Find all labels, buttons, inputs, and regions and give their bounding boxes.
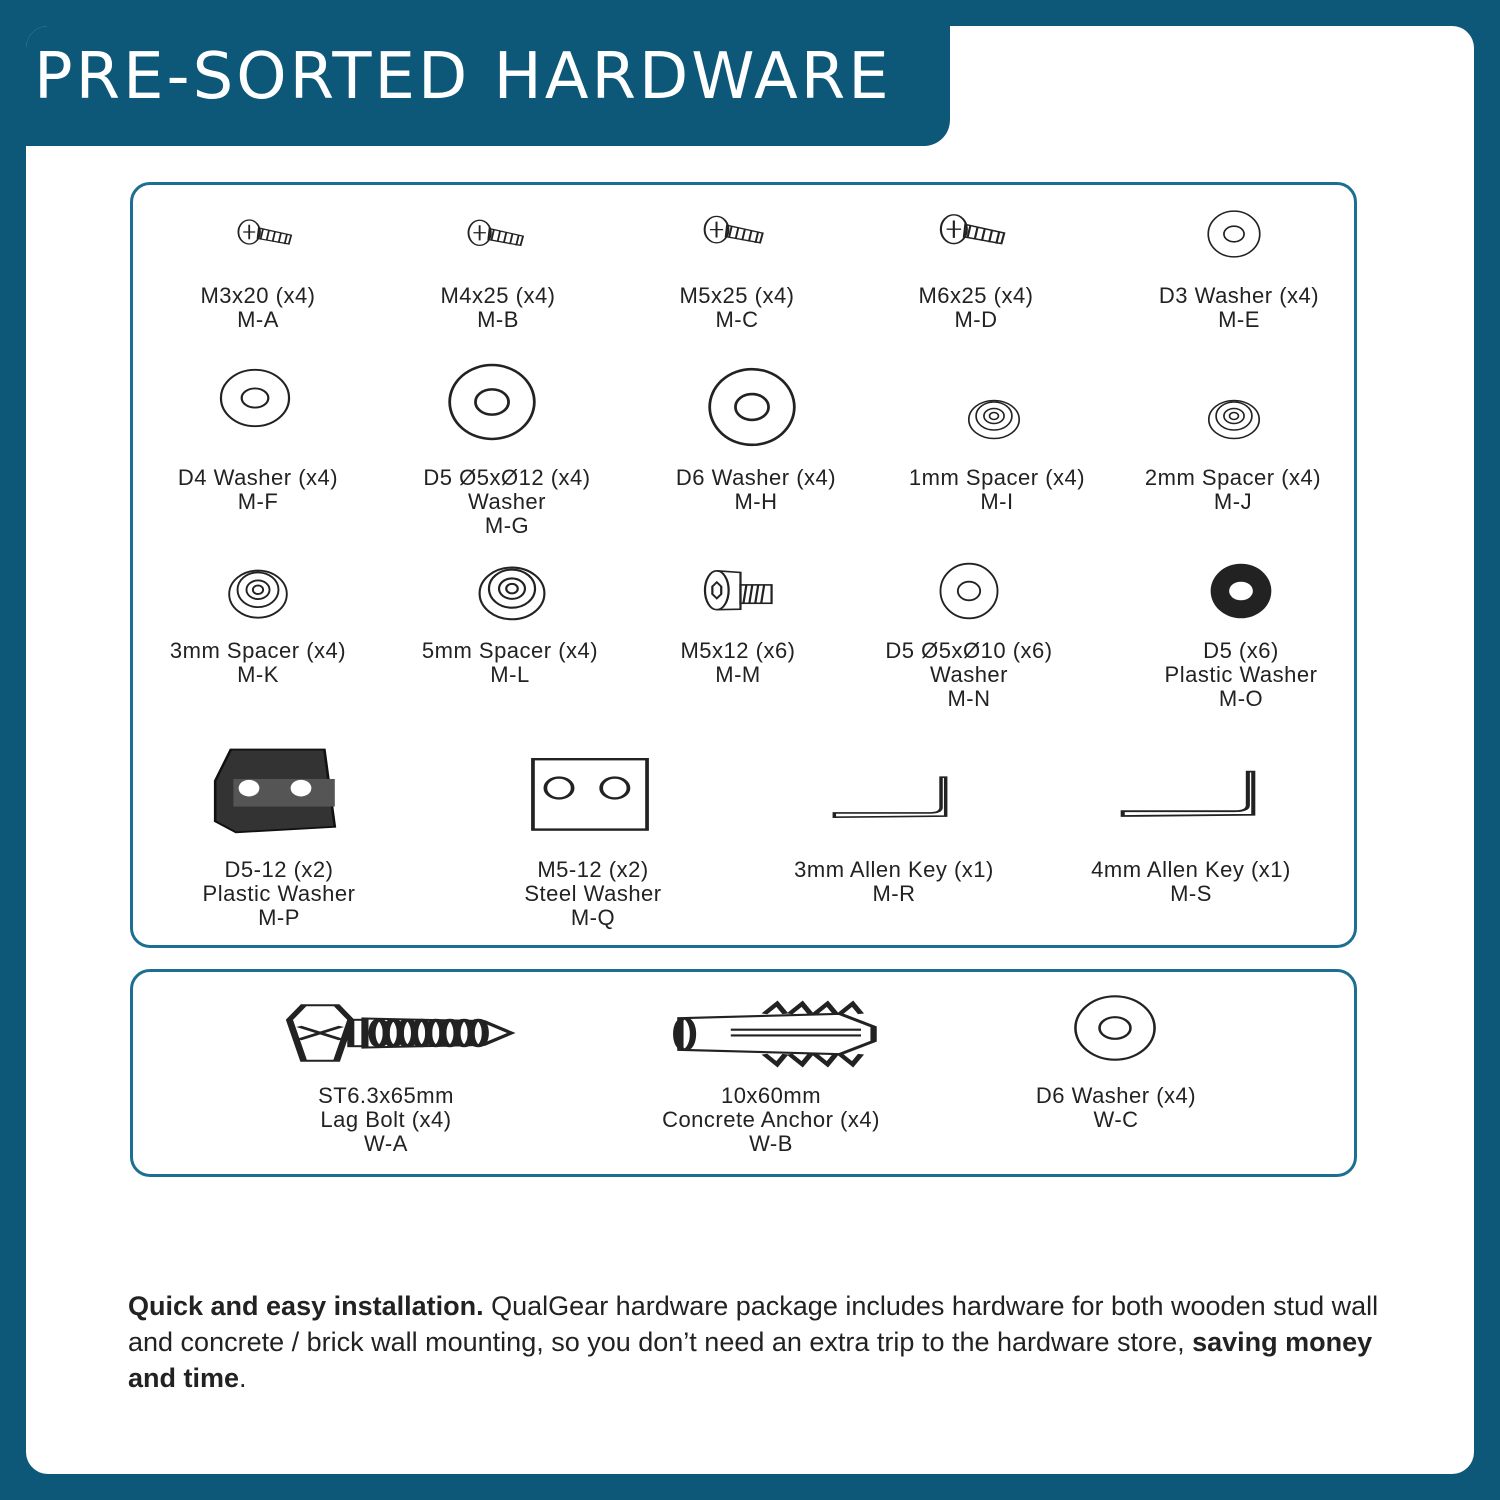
hardware-label-line: M6x25 (x4): [918, 283, 1034, 308]
page-title: PRE-SORTED HARDWARE: [34, 40, 892, 114]
description: [128, 1288, 1388, 1396]
hardware-label-line: M4x25 (x4): [440, 283, 556, 308]
title-banner: [26, 26, 950, 146]
hardware-label: [676, 466, 836, 514]
hardware-label-line: D4 Washer (x4): [177, 465, 339, 490]
hardware-label-line: M5x12 (x6): [680, 638, 796, 663]
hardware-label-line: Plastic Washer: [202, 881, 356, 906]
content-card: [26, 26, 1474, 1474]
screw-icon: [938, 210, 1010, 263]
hardware-label-line: 5mm Spacer (x4): [421, 638, 599, 663]
hardware-label-line: M-C: [715, 307, 759, 332]
hardware-label: [1165, 639, 1318, 711]
hardware-label: [203, 858, 356, 930]
hardware-label-line: M-G: [484, 513, 530, 538]
hardware-label-line: W-B: [749, 1131, 793, 1156]
hardware-label: [440, 284, 555, 332]
hardware-label-line: M-Q: [570, 905, 616, 930]
hardware-label-line: M-O: [1218, 686, 1264, 711]
socket-screw-icon: [702, 566, 776, 625]
hardware-label: [318, 1084, 454, 1156]
hardware-label-line: 3mm Allen Key (x1): [794, 857, 994, 882]
hardware-label-line: M-N: [947, 686, 991, 711]
hardware-label: [1036, 1084, 1196, 1132]
washer-icon: [1072, 992, 1158, 1069]
hardware-label-line: Steel Washer: [524, 881, 662, 906]
description-end: .: [239, 1363, 247, 1393]
hardware-label: [680, 639, 795, 687]
hardware-label-line: M3x20 (x4): [200, 283, 316, 308]
hardware-label-line: D5-12 (x2): [224, 857, 334, 882]
hardware-label-line: M-L: [490, 662, 530, 687]
spacer-icon: [476, 556, 548, 629]
spacer-icon: [226, 560, 290, 627]
washer-icon: [446, 360, 538, 449]
hardware-label: [1145, 466, 1321, 514]
hardware-label: [524, 858, 661, 930]
screw-icon: [236, 216, 296, 261]
hardware-label: [200, 284, 315, 332]
steel-plate-washer-icon: [528, 756, 652, 841]
hardware-label: [170, 639, 346, 687]
washer-icon: [938, 560, 1000, 627]
spacer-icon: [1206, 392, 1262, 447]
description-lead: Quick and easy installation.: [128, 1291, 484, 1321]
description-emphasis: saving money and time: [128, 1327, 1373, 1393]
hardware-label: [1159, 284, 1319, 332]
allen-key-icon: [1120, 768, 1256, 833]
hardware-label-line: ST6.3x65mm: [318, 1083, 454, 1108]
hardware-label-line: 3mm Spacer (x4): [169, 638, 347, 663]
hardware-label-line: D5 Ø5xØ10 (x6): [885, 638, 1053, 663]
hardware-label: [662, 1084, 880, 1156]
hardware-label: [885, 639, 1052, 711]
hardware-label-line: W-C: [1093, 1107, 1139, 1132]
hardware-label-line: 2mm Spacer (x4): [1144, 465, 1322, 490]
hardware-label: [178, 466, 338, 514]
hardware-label: [422, 639, 598, 687]
hardware-label-line: M-F: [237, 489, 279, 514]
hardware-label: [794, 858, 994, 906]
plastic-plate-washer-icon: [210, 744, 340, 841]
hardware-label-line: M-B: [477, 307, 519, 332]
screw-icon: [466, 216, 528, 263]
washer-icon: [218, 366, 292, 435]
hardware-label-line: Lag Bolt (x4): [320, 1107, 452, 1132]
hardware-label-line: M5-12 (x2): [537, 857, 649, 882]
hardware-label-line: Washer: [930, 662, 1008, 687]
washer-icon: [706, 364, 798, 455]
hardware-label: [423, 466, 590, 538]
hardware-label-line: D6 Washer (x4): [1035, 1083, 1197, 1108]
hardware-label-line: 10x60mm: [720, 1083, 822, 1108]
hardware-label-line: D3 Washer (x4): [1158, 283, 1320, 308]
hardware-label-line: M-E: [1218, 307, 1260, 332]
hardware-label-line: M-M: [715, 662, 761, 687]
hardware-label-line: Plastic Washer: [1164, 662, 1318, 687]
hardware-label-line: W-A: [364, 1131, 408, 1156]
hardware-label-line: M-A: [237, 307, 279, 332]
hardware-label: [909, 466, 1085, 514]
hardware-label: [1091, 858, 1291, 906]
hardware-label-line: M-J: [1213, 489, 1253, 514]
hardware-label-line: D5 Ø5xØ12 (x4): [423, 465, 591, 490]
hardware-label-line: 1mm Spacer (x4): [908, 465, 1086, 490]
screw-icon: [702, 212, 768, 261]
hardware-label-line: Washer: [468, 489, 546, 514]
allen-key-icon: [832, 774, 948, 833]
hardware-label-line: M-R: [872, 881, 916, 906]
hardware-label-line: M-H: [734, 489, 778, 514]
washer-icon: [1206, 208, 1262, 265]
spacer-icon: [966, 392, 1022, 447]
hardware-label-line: D6 Washer (x4): [675, 465, 837, 490]
lag-bolt-icon: [280, 1000, 516, 1071]
hardware-label-line: D5 (x6): [1203, 638, 1279, 663]
description-body: QualGear hardware package includes hardware for both wooden stud wall and concrete / brick wall mounting, so you don’t need an extra trip to the hardware store,: [128, 1291, 1379, 1357]
hardware-label: [679, 284, 794, 332]
hardware-label: [918, 284, 1033, 332]
concrete-anchor-icon: [672, 998, 882, 1075]
hardware-label-line: M5x25 (x4): [679, 283, 795, 308]
hardware-label-line: Concrete Anchor (x4): [662, 1107, 880, 1132]
plastic-washer-icon: [1208, 560, 1274, 627]
hardware-label-line: 4mm Allen Key (x1): [1091, 857, 1291, 882]
hardware-label-line: M-K: [237, 662, 279, 687]
hardware-label-line: M-S: [1170, 881, 1212, 906]
hardware-label-line: M-D: [954, 307, 998, 332]
hardware-label-line: M-I: [980, 489, 1014, 514]
hardware-label-line: M-P: [258, 905, 300, 930]
